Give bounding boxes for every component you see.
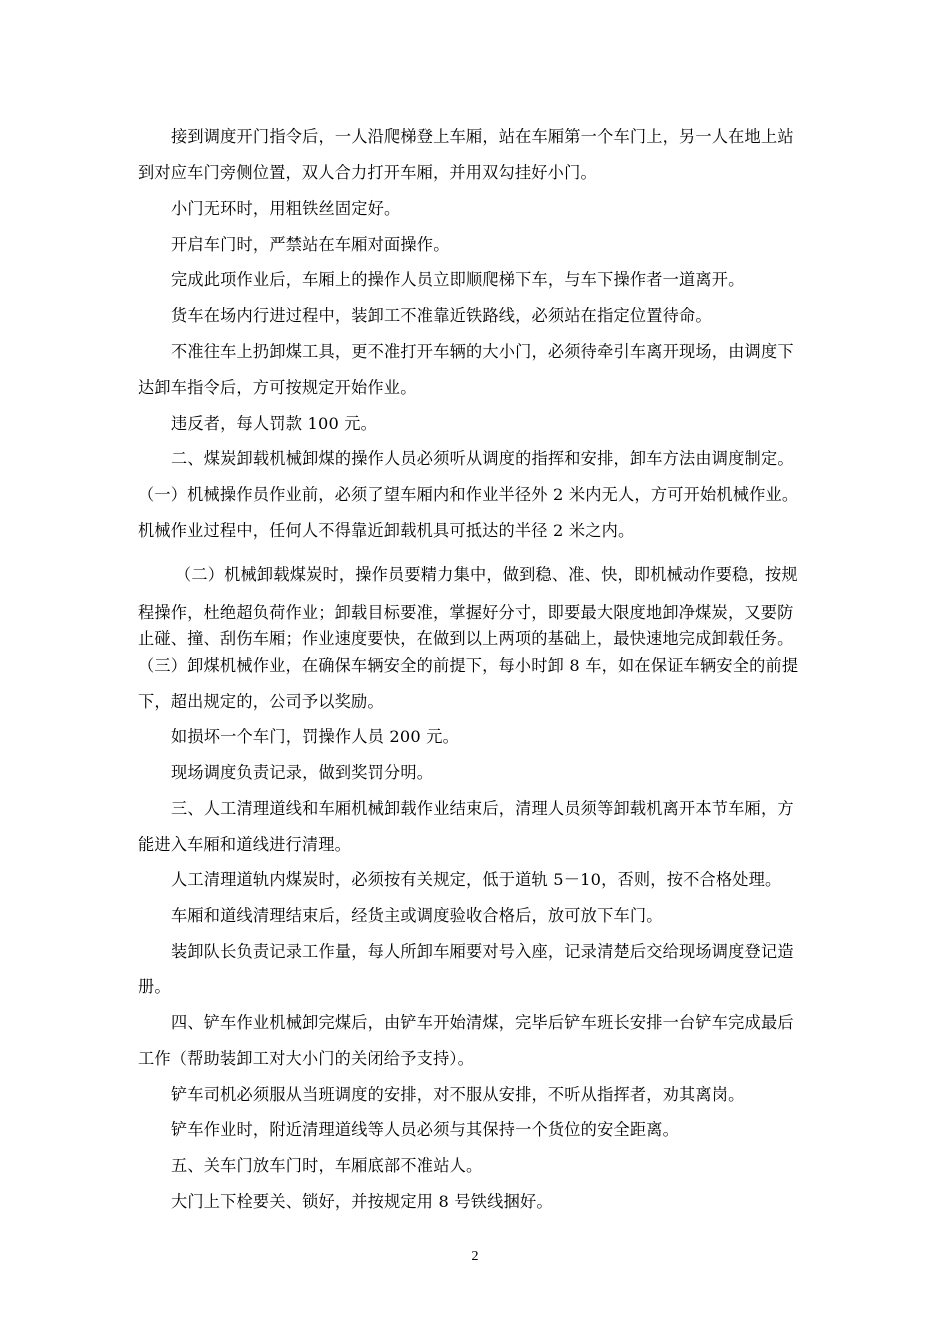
section-heading-2: 二、煤炭卸载机械卸煤的操作人员必须听从调度的指挥和安排，卸车方法由调度制定。 [171, 449, 794, 468]
paragraph-line: 下，超出规定的，公司予以奖励。 [138, 692, 384, 711]
paragraph-line: 车厢和道线清理结束后，经货主或调度验收合格后，放可放下车门。 [171, 906, 663, 925]
section-heading-3: 三、人工清理道线和车厢机械卸载作业结束后，清理人员须等卸载机离开本节车厢，方 [171, 799, 794, 818]
paragraph-line: 装卸队长负责记录工作量，每人所卸车厢要对号入座，记录清楚后交给现场调度登记造 [171, 942, 794, 961]
paragraph-line: 违反者，每人罚款 100 元。 [171, 414, 378, 433]
paragraph-line: 现场调度负责记录，做到奖罚分明。 [171, 763, 434, 782]
paragraph-line: 册。 [138, 977, 171, 996]
paragraph-line: 程操作，杜绝超负荷作业；卸载目标要准，掌握好分寸，即要最大限度地卸净煤炭，又要防 [138, 603, 794, 622]
paragraph-line: 人工清理道轨内煤炭时，必须按有关规定，低于道轨 5－10，否则，按不合格处理。 [171, 870, 782, 889]
paragraph-line: （三）卸煤机械作业，在确保车辆安全的前提下，每小时卸 8 车，如在保证车辆安全的前提 [138, 656, 799, 675]
paragraph-line: （二）机械卸载煤炭时，操作员要精力集中，做到稳、准、快，即机械动作要稳，按规 [175, 565, 798, 584]
paragraph-line: 货车在场内行进过程中，装卸工不准靠近铁路线，必须站在指定位置待命。 [171, 306, 712, 325]
page-number: 2 [471, 1249, 479, 1264]
paragraph-line: 铲车作业时，附近清理道线等人员必须与其保持一个货位的安全距离。 [171, 1120, 680, 1139]
paragraph-line: 能进入车厢和道线进行清理。 [138, 835, 352, 854]
section-heading-5: 五、关车门放车门时，车厢底部不准站人。 [171, 1156, 483, 1175]
paragraph-line: 机械作业过程中，任何人不得靠近卸载机具可抵达的半径 2 米之内。 [138, 521, 635, 540]
paragraph-line: 止碰、撞、刮伤车厢；作业速度要快，在做到以上两项的基础上，最快速地完成卸载任务。 [138, 629, 794, 648]
paragraph-line: 如损坏一个车门，罚操作人员 200 元。 [171, 727, 459, 746]
paragraph-line: 小门无环时，用粗铁丝固定好。 [171, 199, 401, 218]
paragraph-line: 达卸车指令后，方可按规定开始作业。 [138, 378, 417, 397]
paragraph-line: 工作（帮助装卸工对大小门的关闭给予支持）。 [138, 1049, 475, 1068]
paragraph-line: 完成此项作业后，车厢上的操作人员立即顺爬梯下车，与车下操作者一道离开。 [171, 270, 745, 289]
paragraph-line: 到对应车门旁侧位置，双人合力打开车厢，并用双勾挂好小门。 [138, 163, 597, 182]
paragraph-line: 不准往车上扔卸煤工具，更不准打开车辆的大小门，必须待牵引车离开现场，由调度下 [171, 342, 794, 361]
paragraph-line: 大门上下栓要关、锁好，并按规定用 8 号铁线捆好。 [171, 1192, 553, 1211]
paragraph-line: 开启车门时，严禁站在车厢对面操作。 [171, 235, 450, 254]
paragraph-line: 接到调度开门指令后，一人沿爬梯登上车厢，站在车厢第一个车门上，另一人在地上站 [171, 127, 794, 146]
section-heading-4: 四、铲车作业机械卸完煤后，由铲车开始清煤，完毕后铲车班长安排一台铲车完成最后 [171, 1013, 794, 1032]
paragraph-line: 铲车司机必须服从当班调度的安排，对不服从安排，不听从指挥者，劝其离岗。 [171, 1085, 745, 1104]
paragraph-line: （一）机械操作员作业前，必须了望车厢内和作业半径外 2 米内无人，方可开始机械作业。 [138, 485, 799, 504]
